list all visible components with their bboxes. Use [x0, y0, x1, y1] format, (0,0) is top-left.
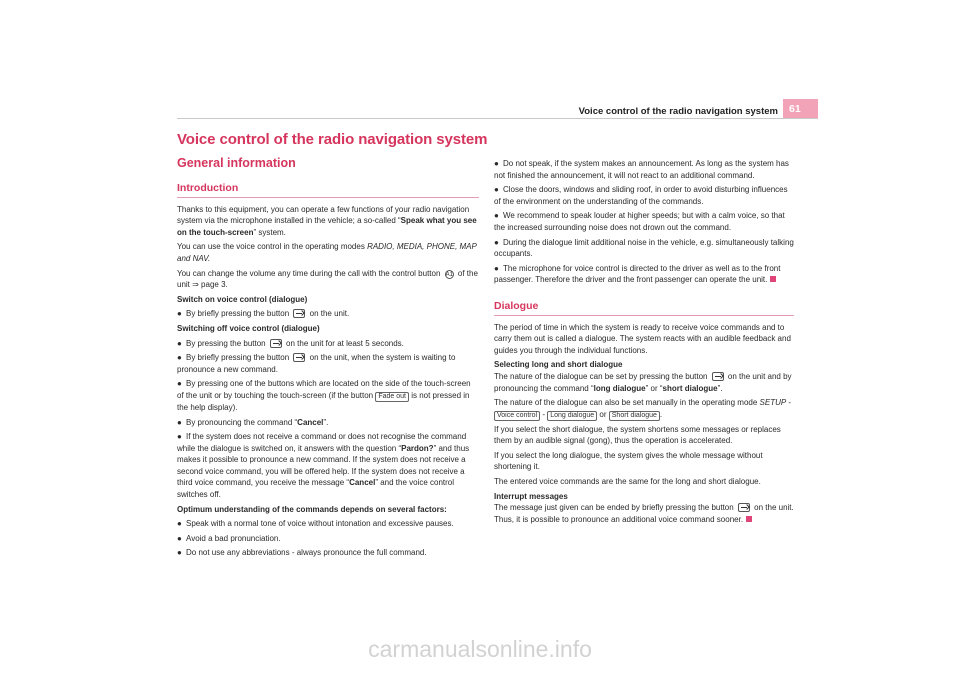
- dialogue-paragraph-6: The entered voice commands are the same for the long and short dialogue.: [494, 477, 761, 487]
- watermark: carmanualsonline.info: [368, 636, 592, 662]
- list-item: ● Close the doors, windows and sliding roof, in order to avoid disturbing influences of the environment on the understanding of the commands.: [494, 185, 788, 206]
- intro-paragraph-1: Thanks to this equipment, you can operate a few functions of your radio navigation system via the microphone installed in the vehicle; a so-called “Speak what you see on the touch-screen” system.: [177, 204, 477, 237]
- intro-paragraph-2: You can use the voice control in the operating modes RADIO, MEDIA, PHONE, MAP and NAV.: [177, 242, 477, 263]
- switch-on-heading: Switch on voice control (dialogue): [177, 294, 308, 304]
- left-column: [177, 183, 479, 562]
- dialogue-paragraph-2: The nature of the dialogue can be set by pressing the button on the unit and by pronouncing the command “long dialogue” or “short dialogue”.: [494, 371, 792, 393]
- select-dialogue-heading: Selecting long and short dialogue: [494, 360, 623, 370]
- dialogue-paragraph-4: If you select the short dialogue, the system shortens some messages or replaces them by an audible signal (gong), thus the operation is accelerated.: [494, 424, 781, 446]
- list-item: ● The microphone for voice control is directed to the driver as well as to the front passenger. Therefore the driver and the front passenger can operate the unit.: [494, 263, 781, 285]
- list-item: ● Do not speak, if the system makes an announcement. As long as the system has not finished the announcement, it will not react to an additional command.: [494, 159, 789, 180]
- voice-control-key: Voice control: [494, 411, 540, 421]
- list-item: ● We recommend to speak louder at higher speeds; but with a calm voice, so that the increased surrounding noise does not drown out the command.: [494, 211, 785, 232]
- list-item: ● By briefly pressing the button on the unit.: [177, 309, 350, 319]
- list-item: ● By pressing the button on the unit for at least 5 seconds.: [177, 338, 404, 348]
- voice-button-icon: [293, 353, 305, 362]
- dialogue-heading: Dialogue: [494, 299, 539, 312]
- header-rule: [177, 118, 818, 119]
- list-item: ● Speak with a normal tone of voice without intonation and excessive pauses.: [177, 519, 454, 529]
- dialogue-paragraph-3: The nature of the dialogue can also be set manually in the operating mode SETUP - Voice control - Long dialogue or Short dialogue .: [494, 398, 792, 419]
- list-item: ● By pressing one of the buttons which are located on the side of the touch-screen of the unit or by touching the touch-screen (if the button Fade out is not pressed in the help display).: [177, 379, 471, 412]
- right-column: [494, 158, 794, 528]
- dialogue-paragraph-5: If you select the long dialogue, the system gives the whole message without shortening it.: [494, 450, 763, 472]
- control-button-a1-icon: A1: [445, 271, 453, 278]
- long-dialogue-key: Long dialogue: [547, 411, 597, 421]
- dialogue-paragraph-7: The message just given can be ended by briefly pressing the button on the unit. Thus, it is possible to pronounce an additional voice command sooner.: [494, 503, 794, 524]
- introduction-heading: Introduction: [177, 182, 239, 194]
- list-item: ● If the system does not receive a command or does not recognise the command while the dialogue is switched on, it answers with the question “Pardon?” and thus makes it possible to pronounce a new command. If the system does not receive a second voice command, you will be offered help. If the system does not receive a third voice command, you receive the message “Cancel” and the voice control switches off.: [177, 432, 470, 500]
- end-of-section-icon: [770, 276, 776, 282]
- short-dialogue-key: Short dialogue: [609, 411, 660, 421]
- list-item: ● Avoid a bad pronunciation.: [177, 533, 281, 543]
- chapter-title: Voice control of the radio navigation system: [177, 131, 488, 148]
- end-of-section-icon: [746, 516, 752, 522]
- list-item: ● By pronouncing the command “Cancel”.: [177, 417, 329, 427]
- section-title: General information: [177, 156, 296, 170]
- optimum-heading: Optimum understanding of the commands depends on several factors:: [177, 504, 447, 514]
- switch-off-heading: Switching off voice control (dialogue): [177, 323, 320, 333]
- voice-button-icon: [293, 309, 305, 318]
- list-item: ● During the dialogue limit additional noise in the vehicle, e.g. simultaneously talking occupants.: [494, 237, 794, 259]
- intro-paragraph-3: You can change the volume any time during the call with the control button A1 of the unit ⇒ page 3.: [177, 268, 478, 290]
- voice-button-icon: [738, 503, 750, 512]
- list-item: ● Do not use any abbreviations - always pronounce the full command.: [177, 548, 427, 558]
- dialogue-paragraph-1: The period of time in which the system is ready to receive voice commands and to carry them out is called a dialogue. The system reacts with an audible feedback and guides you through the individual functions.: [494, 322, 791, 355]
- fade-out-key: Fade out: [375, 392, 409, 402]
- voice-button-icon: [712, 372, 724, 381]
- page-number: 61: [783, 99, 818, 119]
- list-item: ● By briefly pressing the button on the unit, when the system is waiting to pronounce a new command.: [177, 353, 456, 374]
- interrupt-heading: Interrupt messages: [494, 491, 568, 501]
- voice-button-icon: [270, 339, 282, 348]
- running-title: Voice control of the radio navigation system: [578, 106, 778, 117]
